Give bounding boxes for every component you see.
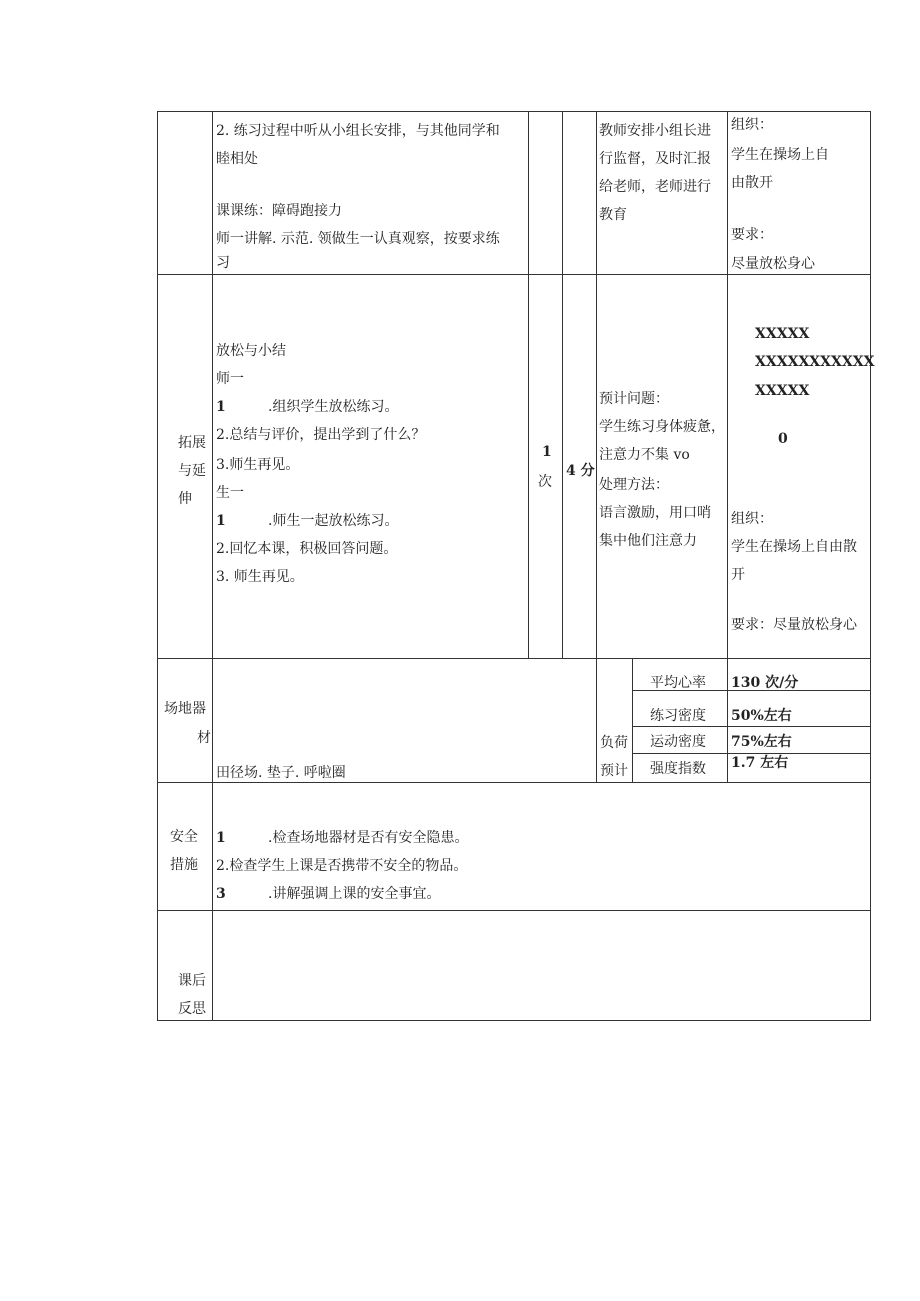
org-line: 要求：尽量放松身心 bbox=[731, 617, 857, 633]
label-line: 伸 bbox=[178, 491, 192, 507]
org-line: 要求： bbox=[731, 227, 773, 243]
metric-name: 练习密度 bbox=[650, 708, 706, 724]
org-line: 尽量放松身心 bbox=[731, 256, 815, 272]
metric-value: 130 次/分 bbox=[731, 675, 799, 691]
org-line: 开 bbox=[731, 567, 745, 583]
org-line: 由散开 bbox=[731, 175, 773, 191]
count-unit: 次 bbox=[538, 474, 552, 490]
label-line: 与延 bbox=[178, 463, 206, 479]
metric-name: 平均心率 bbox=[650, 675, 706, 691]
label-line: 负荷 bbox=[600, 735, 628, 751]
note-line: 语言激励，用口哨 bbox=[599, 505, 711, 521]
student-heading: 生一 bbox=[216, 485, 244, 501]
item-text: .讲解强调上课的安全事宜。 bbox=[268, 886, 441, 902]
note-line: 预计问题： bbox=[599, 391, 669, 407]
teacher-line: 教师安排小组长进 bbox=[599, 123, 711, 139]
item-number: 1 bbox=[216, 830, 226, 846]
org-line: 学生在操场上自 bbox=[731, 147, 829, 163]
metric-value: 1.7 左右 bbox=[731, 755, 789, 771]
item-number: 3 bbox=[216, 886, 226, 902]
metric-name: 运动密度 bbox=[650, 734, 706, 750]
teacher-line: 行监督，及时汇报 bbox=[599, 151, 711, 167]
teacher-marker: 0 bbox=[778, 431, 788, 447]
item-text: .检查场地器材是否有安全隐患。 bbox=[268, 830, 469, 846]
item-text: .师生一起放松练习。 bbox=[268, 513, 399, 529]
content-line: 课课练：障碍跑接力 bbox=[216, 203, 342, 219]
item-text: 2.回忆本课，积极回答问题。 bbox=[216, 541, 398, 557]
label-line: 措施 bbox=[170, 857, 198, 873]
note-line: 集中他们注意力 bbox=[599, 533, 697, 549]
label-line: 场地器 bbox=[164, 701, 206, 717]
row2-time: 4 分 bbox=[566, 463, 595, 479]
content-line: 2. 练习过程中听从小组长安排，与其他同学和 bbox=[216, 123, 500, 139]
org-line: 组织： bbox=[731, 511, 773, 527]
note-line: 处理方法： bbox=[599, 477, 669, 493]
org-line: 组织： bbox=[731, 117, 773, 133]
item-number: 1 bbox=[216, 399, 226, 415]
note-line: 学生练习身体疲惫， bbox=[599, 419, 725, 435]
teacher-heading: 师一 bbox=[216, 371, 244, 387]
metric-value: 75%左右 bbox=[731, 734, 792, 750]
section-title: 放松与小结 bbox=[216, 343, 286, 359]
item-text: 2.总结与评价，提出学到了什么？ bbox=[216, 427, 426, 443]
count-number: 1 bbox=[542, 444, 552, 460]
label-line: 课后 bbox=[178, 973, 206, 989]
teacher-line: 给老师，老师进行 bbox=[599, 179, 711, 195]
metric-value: 50%左右 bbox=[731, 708, 792, 724]
teacher-line: 教育 bbox=[599, 207, 627, 223]
note-line: 注意力不集 vo bbox=[599, 447, 690, 463]
label-line: 安全 bbox=[170, 829, 198, 845]
content-line: 师一讲解. 示范. 领做生一认真观察，按要求练 bbox=[216, 231, 500, 247]
formation-row: XXXXX bbox=[755, 383, 810, 399]
org-line: 学生在操场上自由散 bbox=[731, 539, 857, 555]
formation-row: XXXXX bbox=[755, 326, 810, 342]
label-line: 拓展 bbox=[178, 435, 206, 451]
item-number: 1 bbox=[216, 513, 226, 529]
label-line: 材 bbox=[197, 730, 211, 746]
label-line: 预计 bbox=[600, 763, 628, 779]
item-text: 3.师生再见。 bbox=[216, 457, 300, 473]
item-text: 3. 师生再见。 bbox=[216, 569, 304, 585]
item-text: 2.检查学生上课是否携带不安全的物品。 bbox=[216, 858, 468, 874]
metric-name: 强度指数 bbox=[650, 761, 706, 777]
label-line: 反思 bbox=[178, 1001, 206, 1017]
equipment-list: 田径场. 垫子. 呼啦圈 bbox=[216, 765, 346, 781]
formation-row: XXXXXXXXXXX bbox=[755, 354, 875, 370]
item-text: .组织学生放松练习。 bbox=[268, 399, 399, 415]
content-line: 睦相处 bbox=[216, 151, 258, 167]
content-line: 习 bbox=[216, 255, 230, 271]
reflection-cell[interactable] bbox=[213, 911, 870, 1020]
